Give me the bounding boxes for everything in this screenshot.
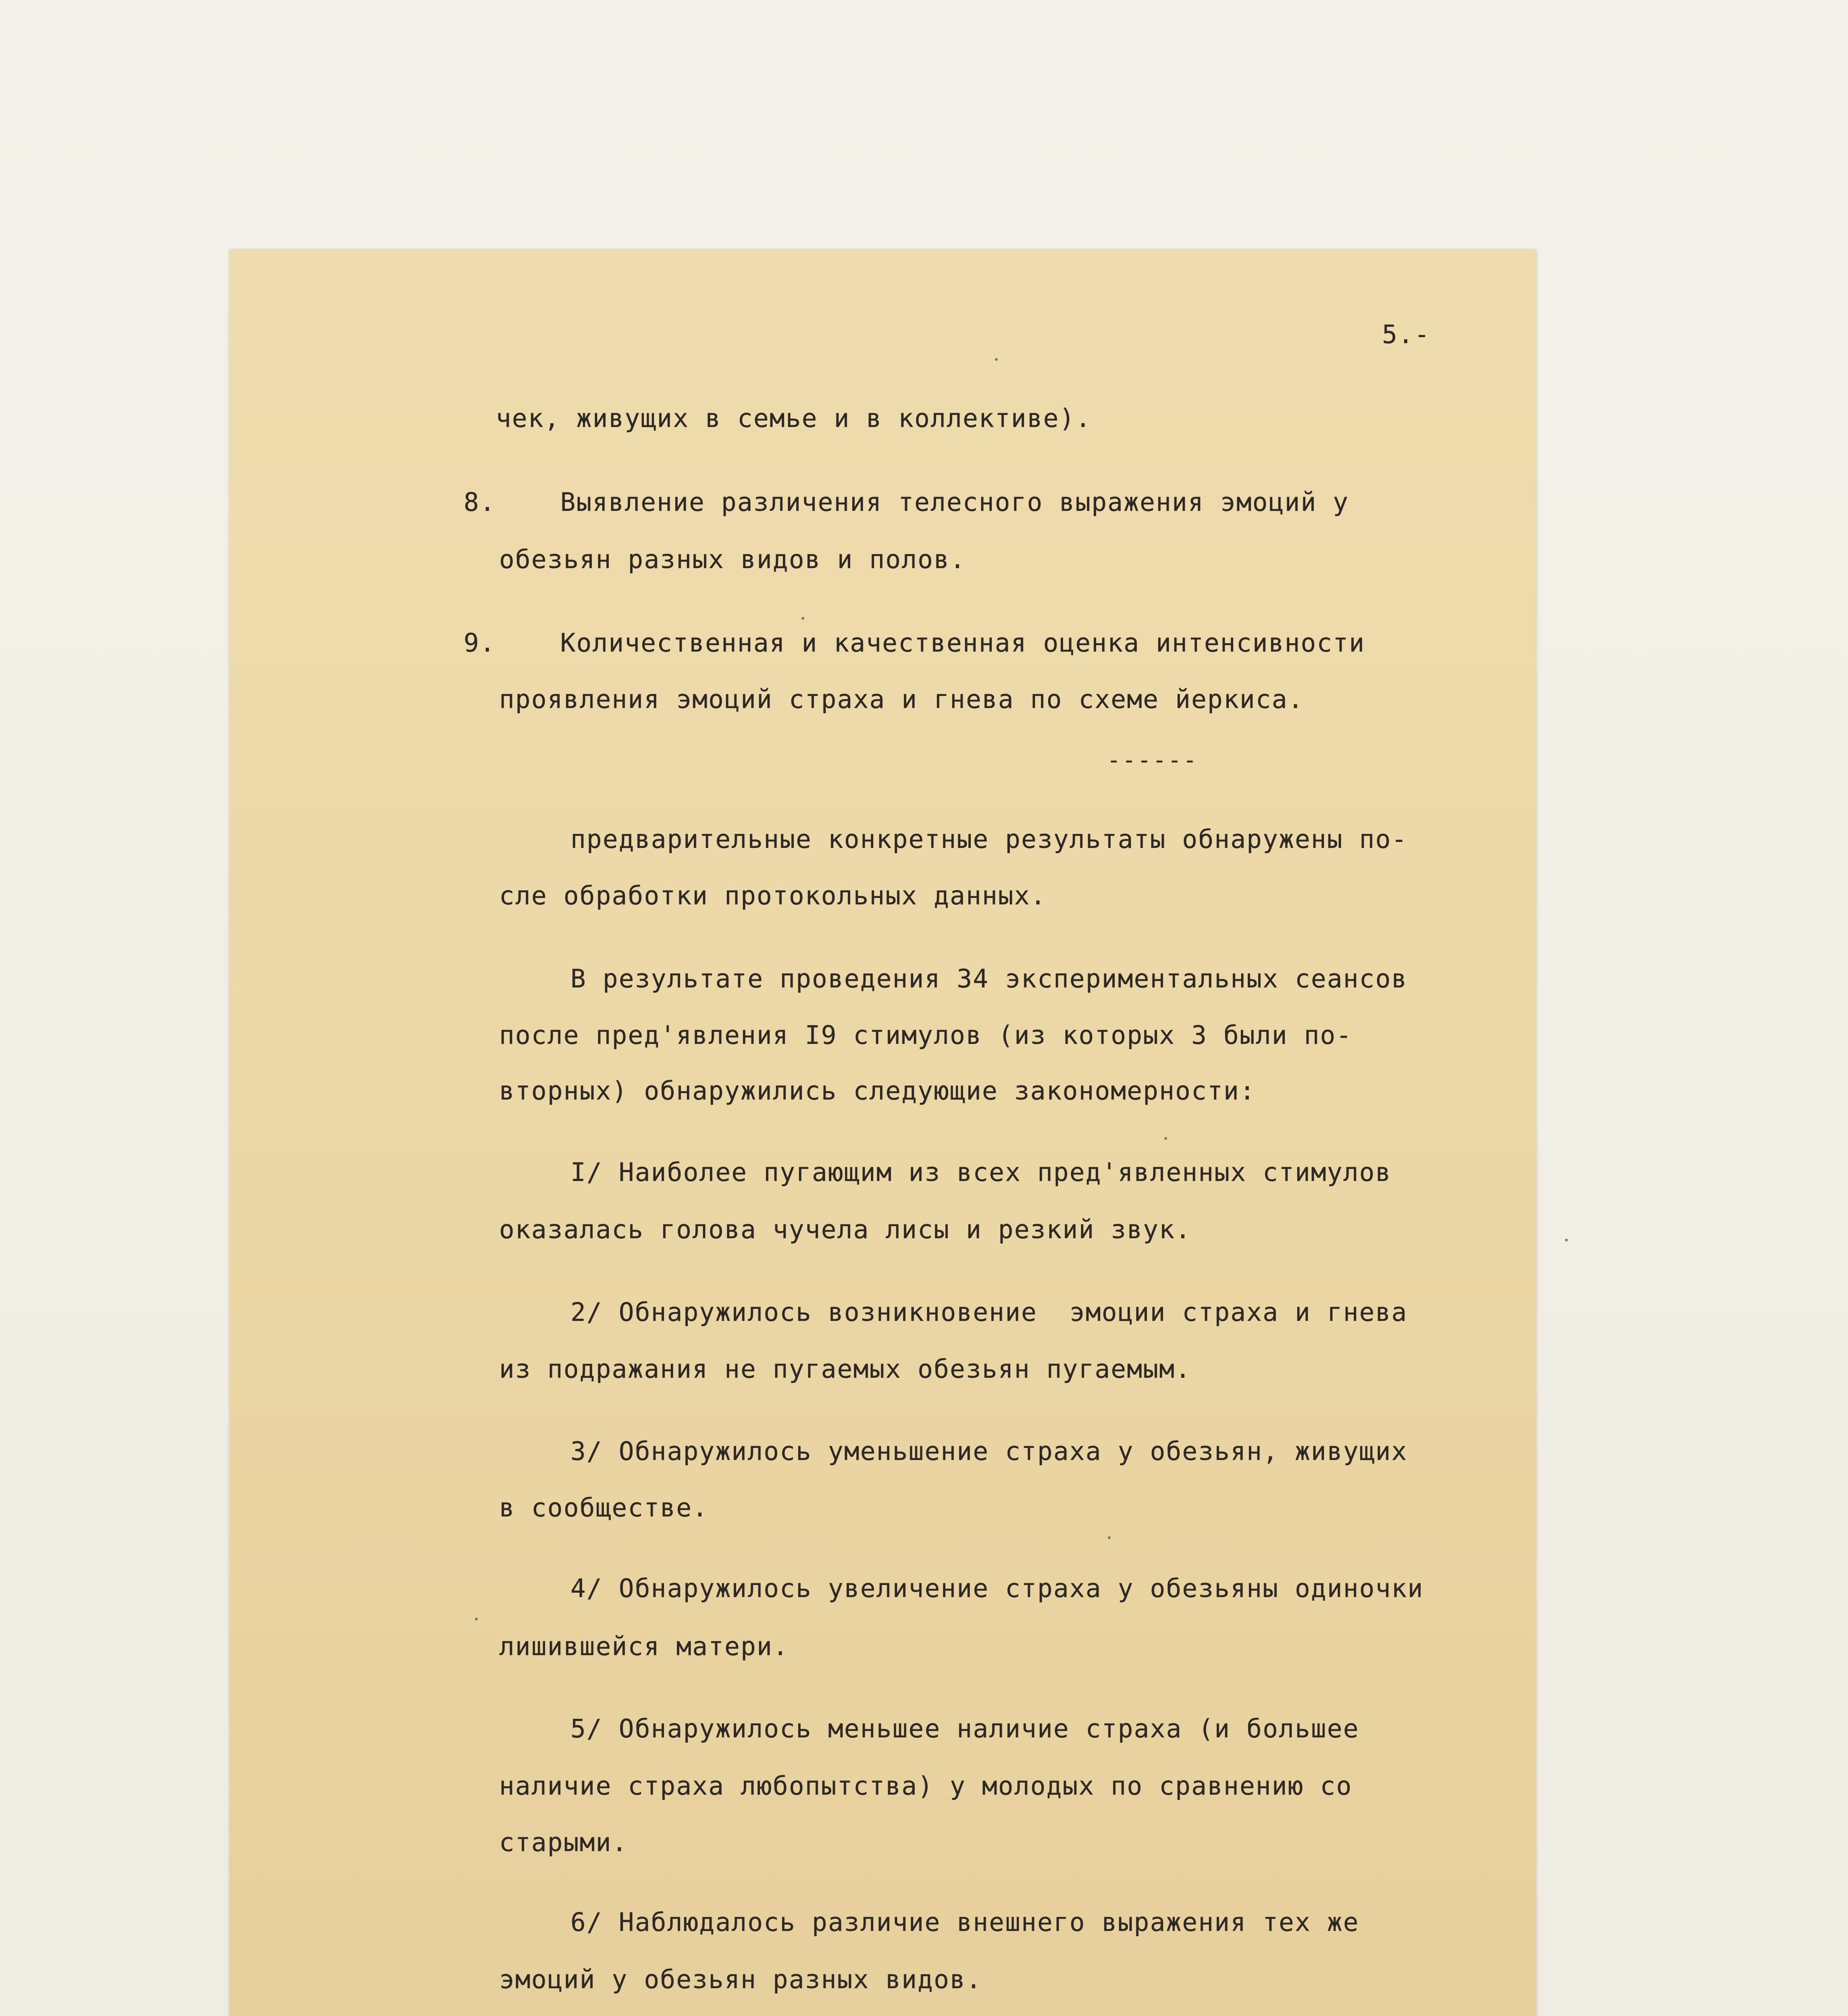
finding-3-line-1: 3/ Обнаружилось уменьшение страха у обезьян, живущих	[570, 1437, 1408, 1466]
finding-5-line-2: наличие страха любопытства) у молодых по сравнению со	[499, 1771, 1353, 1801]
finding-6-line-1: 6/ Наблюдалось различие внешнего выражения тех же	[570, 1908, 1359, 1937]
paragraph-line: сле обработки протокольных данных.	[499, 881, 1047, 910]
paper-speck	[1164, 1137, 1167, 1140]
text-line: чек, живущих в семье и в коллективе).	[496, 404, 1092, 433]
finding-1-line-1: I/ Наиболее пугающим из всех пред'явленных стимулов	[570, 1158, 1392, 1187]
finding-2-line-1: 2/ Обнаружилось возникновение эмоции страха и гнева	[570, 1297, 1408, 1327]
finding-6-line-2: эмоций у обезьян разных видов.	[499, 1965, 982, 1994]
list-item-8-line-2: обезьян разных видов и полов.	[499, 545, 966, 574]
paragraph-line: В результате проведения 34 экспериментальных сеансов	[570, 964, 1408, 993]
list-item-9-line-1: 9. Количественная и качественная оценка интенсивности	[464, 628, 1365, 658]
paper-speck	[801, 617, 804, 620]
paragraph-line: вторных) обнаружились следующие закономерности:	[499, 1076, 1256, 1106]
finding-3-line-2: в сообществе.	[499, 1493, 709, 1522]
finding-4-line-2: лишившейся матери.	[499, 1632, 789, 1661]
typewritten-page	[230, 250, 1536, 2016]
finding-1-line-2: оказалась голова чучела лисы и резкий звук.	[499, 1215, 1191, 1244]
paper-speck	[475, 1618, 478, 1620]
paper-speck	[1108, 1536, 1111, 1539]
paragraph-line: после пред'явления I9 стимулов (из которых 3 были по-	[499, 1020, 1353, 1050]
page-number: 5.-	[1382, 320, 1430, 349]
list-item-9-line-2: проявления эмоций страха и гнева по схеме йеркиса.	[499, 685, 1304, 714]
finding-2-line-2: из подражания не пугаемых обезьян пугаемым.	[499, 1354, 1191, 1384]
list-item-8-line-1: 8. Выявление различения телесного выражения эмоций у	[464, 487, 1349, 517]
section-divider: ------	[1107, 747, 1199, 773]
finding-4-line-1: 4/ Обнаружилось увеличение страха у обезьяны одиночки	[570, 1574, 1424, 1603]
finding-5-line-1: 5/ Обнаружилось меньшее наличие страха (и большее	[570, 1714, 1359, 1743]
paper-speck	[1565, 1239, 1568, 1241]
paper-speck	[995, 358, 998, 361]
finding-5-line-3: старыми.	[499, 1828, 628, 1857]
paragraph-line: предварительные конкретные результаты обнаружены по-	[570, 825, 1408, 854]
